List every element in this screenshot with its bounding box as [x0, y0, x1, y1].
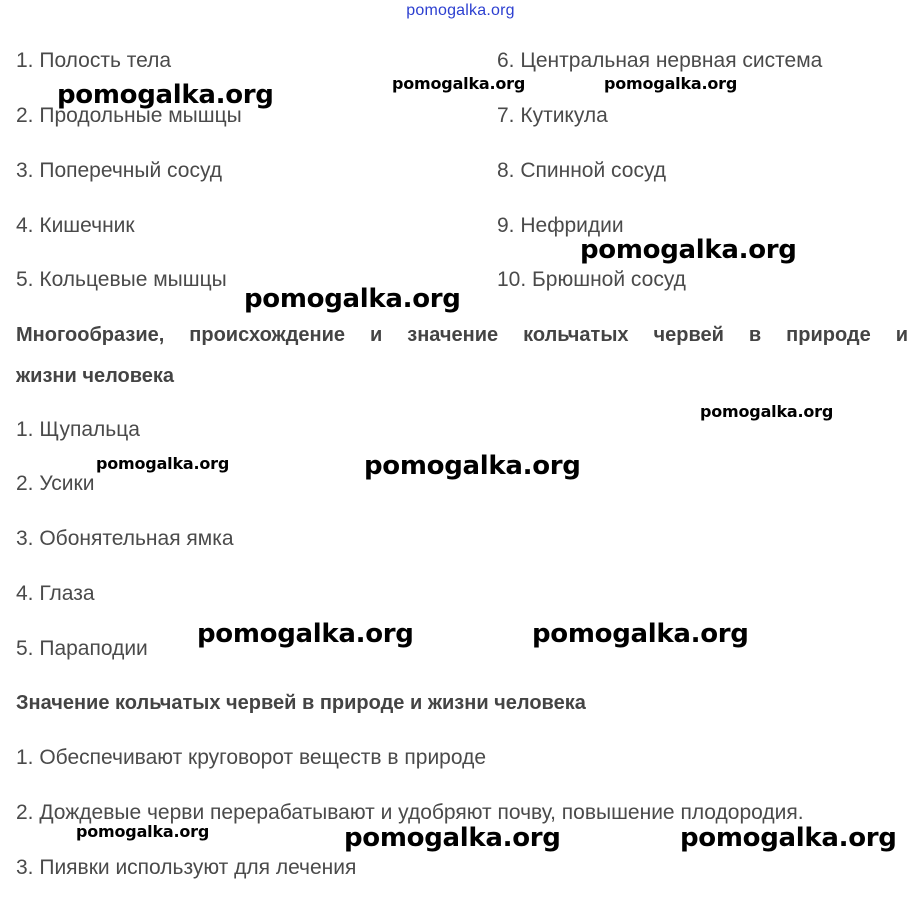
section-heading: Значение кольчатых червей в природе и жизни человека	[16, 692, 586, 714]
list-item: 2. Продольные мышцы	[16, 104, 242, 127]
list-item: 3. Пиявки используют для лечения	[16, 856, 357, 879]
list-item: 5. Параподии	[16, 637, 148, 660]
section-heading-continuation: жизни человека	[16, 365, 175, 387]
watermark: pomogalka.org	[700, 402, 834, 421]
watermark: pomogalka.org	[580, 235, 797, 265]
watermark: pomogalka.org	[392, 74, 526, 93]
list-item: 1. Обеспечивают круговорот веществ в природе	[16, 746, 487, 769]
watermark: pomogalka.org	[76, 822, 210, 841]
watermark: pomogalka.org	[197, 619, 414, 649]
list-item: 4. Кишечник	[16, 214, 135, 237]
watermark: pomogalka.org	[364, 451, 581, 481]
list-item: 6. Центральная нервная система	[497, 49, 823, 72]
list-item: 10. Брюшной сосуд	[497, 268, 686, 291]
watermark: pomogalka.org	[532, 619, 749, 649]
list-item: 5. Кольцевые мышцы	[16, 268, 227, 291]
watermark: pomogalka.org	[680, 823, 897, 853]
watermark: pomogalka.org	[57, 80, 274, 110]
list-item: 4. Глаза	[16, 582, 95, 605]
list-item: 1. Полость тела	[16, 49, 172, 72]
list-item: 7. Кутикула	[497, 104, 608, 127]
list-item: 2. Усики	[16, 472, 95, 495]
list-item: 9. Нефридии	[497, 214, 624, 237]
watermark: pomogalka.org	[604, 74, 738, 93]
list-item: 8. Спинной сосуд	[497, 159, 667, 182]
watermark: pomogalka.org	[244, 284, 461, 314]
list-item: 1. Щупальца	[16, 418, 140, 441]
watermark: pomogalka.org	[344, 823, 561, 853]
list-item: 3. Обонятельная ямка	[16, 527, 234, 550]
header-watermark: pomogalka.org	[406, 2, 515, 19]
watermark: pomogalka.org	[96, 454, 230, 473]
list-item: 3. Поперечный сосуд	[16, 159, 223, 182]
section-heading: Многообразие, происхождение и значение кольчатых червей в природе и	[16, 324, 908, 346]
list-item: 2. Дождевые черви перерабатывают и удобряют почву, повышение плодородия.	[16, 801, 804, 824]
